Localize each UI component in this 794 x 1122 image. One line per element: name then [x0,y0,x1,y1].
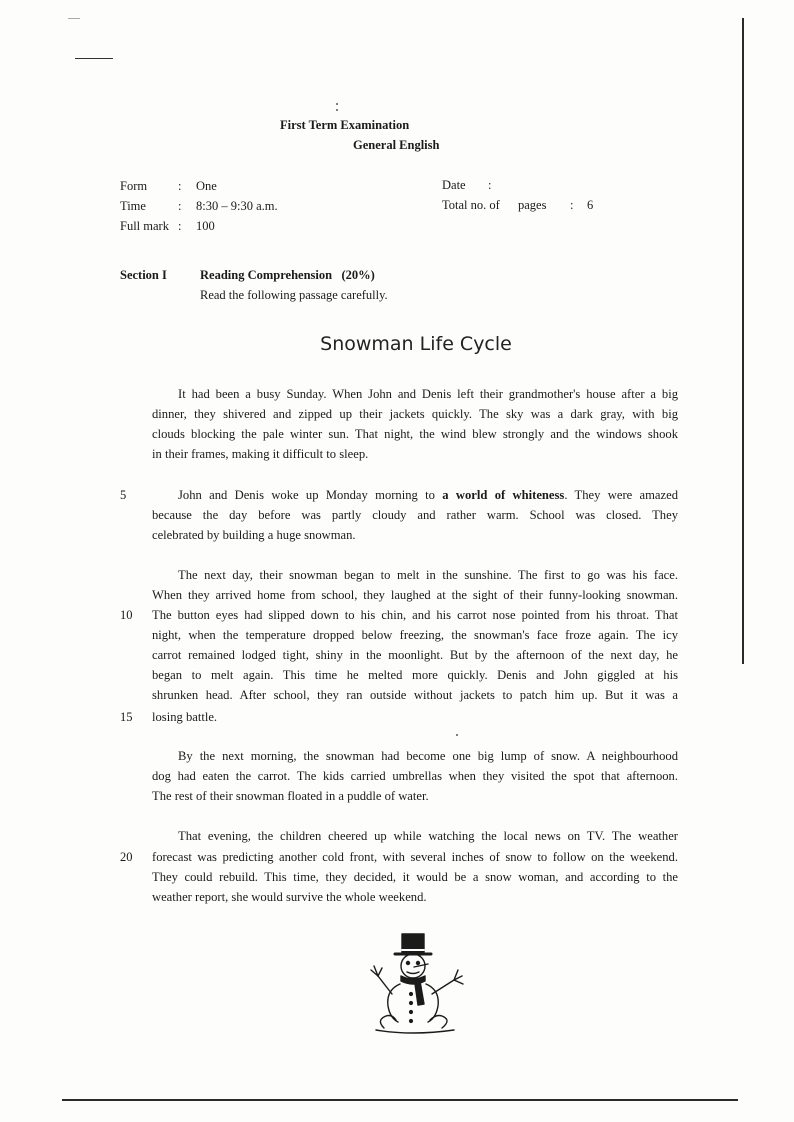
section-instruction: Read the following passage carefully. [200,288,388,302]
passage-line: It had been a busy Sunday. When John and Denis left their grandmother's house after a big [178,387,678,401]
time-colon: : [178,199,182,213]
scan-speck [456,734,458,736]
time-value: 8:30 – 9:30 a.m. [196,199,278,213]
line-number: 20 [120,850,133,864]
passage-line: By the next morning, the snowman had become one big lump of snow. A neighbourhood [178,749,678,763]
fullmark-value: 100 [196,219,215,233]
passage-line: night, when the temperature dropped below freezing, the snowman's face froze again. The icy [152,628,678,642]
section-weight: (20%) [341,268,375,282]
section-label: Section I [120,268,167,282]
emphasis-phrase: a world of whiteness [442,488,565,502]
subject-title: General English [353,138,440,152]
pages-colon: : [570,198,574,212]
form-label: Form [120,179,148,193]
scan-speck [336,103,338,105]
fullmark-label: Full mark [120,219,169,233]
bottom-rule [62,1099,738,1101]
time-label: Time [120,199,146,213]
line-number: 15 [120,710,133,724]
passage-line: The next day, their snowman began to melt in the sunshine. The first to go was his face. [178,568,678,582]
date-colon: : [488,178,492,192]
form-value: One [196,179,217,193]
passage-line: They could rebuild. This time, they decided, it would be a snow woman, and according to the [152,870,678,884]
pages-label: Total no. of [442,198,500,212]
passage-line: losing battle. [152,710,218,724]
snowman-illustration [362,924,472,1036]
exam-title: First Term Examination [280,118,410,132]
section-title [200,268,375,283]
scan-mark [75,58,113,59]
passage-text: . They were amazed [564,488,679,502]
pages-word: pages [518,198,547,212]
passage-line: forecast was predicting another cold front, with several inches of snow to follow on the weekend. [152,850,678,864]
passage-line: in their frames, making it difficult to sleep. [152,447,369,461]
passage-title: Snowman Life Cycle [320,333,512,355]
passage-line: because the day before was partly cloudy and rather warm. School was closed. They [152,508,678,522]
line-number: 10 [120,608,133,622]
scan-speck [336,109,338,111]
passage-line: The button eyes had slipped down to his chin, and his carrot nose pointed from his throat. That [152,608,678,622]
passage-line: dinner, they shivered and zipped up their jackets quickly. The sky was a dark gray, with big [152,407,678,421]
passage-line: carrot remained lodged tight, shiny in the moonlight. But by the afternoon of the next day, he [152,648,678,662]
passage-line: celebrated by building a huge snowman. [152,528,356,542]
line-number: 5 [120,488,127,502]
fullmark-colon: : [178,219,182,233]
passage-line: began to melt again. This time he melted more quickly. Denis and John giggled at his [152,668,678,682]
passage-text: John and Denis woke up Monday morning to [178,488,435,502]
scan-mark [68,18,80,19]
passage-line: shrunken head. After school, they ran outside without jackets to patch him up. But it was a [152,688,678,702]
passage-line: The rest of their snowman floated in a puddle of water. [152,789,429,803]
pages-value: 6 [587,198,594,212]
form-colon: : [178,179,182,193]
passage-line: dog had eaten the carrot. The kids carried umbrellas when they visited the spot that afternoon. [152,769,678,783]
passage-line: When they arrived home from school, they laughed at the sight of their funny-looking snowman. [152,588,678,602]
passage-line: weather report, she would survive the whole weekend. [152,890,427,904]
passage-line: clouds blocking the pale winter sun. That night, the wind blew strongly and the windows shook [152,427,678,441]
section-title-text: Reading Comprehension [200,268,333,282]
date-label: Date [442,178,466,192]
passage-line: That evening, the children cheered up while watching the local news on TV. The weather [178,829,678,843]
passage-line [178,488,678,503]
